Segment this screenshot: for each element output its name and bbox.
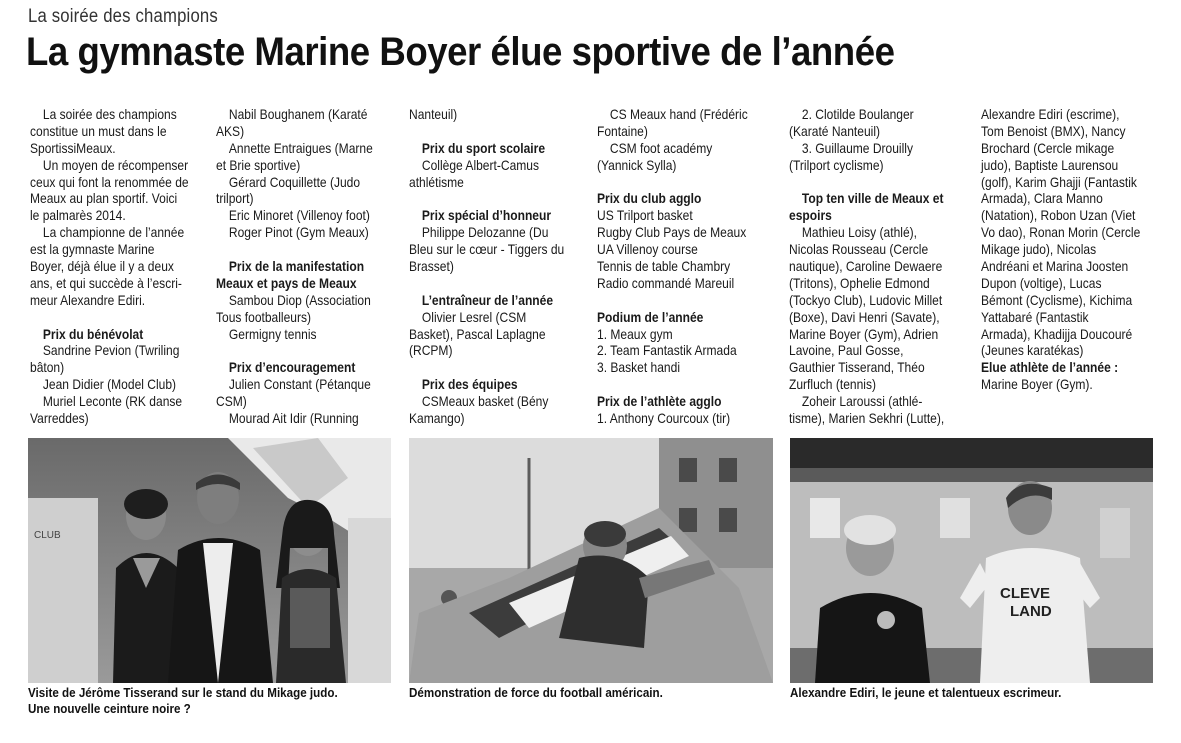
caption-photo-2 [409, 686, 663, 702]
club-sign-text: CLUB [34, 530, 61, 541]
text-column-2 [216, 106, 436, 427]
article-text-line: Olivier Lesrel (CSM [421, 308, 527, 325]
article-text-line: Gauthier Tisserand, Théo [789, 359, 925, 376]
article-text-line: Mikage judo), Nicolas [981, 241, 1097, 258]
caption-line: Visite de Jérôme Tisserand sur le stand du Mikage judo. [28, 686, 338, 700]
article-text-line: Prix de la manifestation [228, 258, 365, 275]
article-text-line: trilport) [216, 190, 254, 207]
article-text-line: Sambou Diop (Association [228, 291, 371, 308]
article-text-line: Prix du bénévolat [42, 325, 144, 342]
article-text-line: est la gymnaste Marine [30, 241, 155, 258]
article-text-line: Top ten ville de Meaux et [801, 190, 944, 207]
article-text-line: Julien Constant (Pétanque [228, 376, 371, 393]
article-text-line: Tennis de table Chambry [597, 258, 731, 275]
article-text-line: Annette Entraigues (Marne [228, 139, 373, 156]
article-text-line: Germigny tennis [228, 325, 317, 342]
article-text-line: UA Villenoy course [597, 241, 698, 258]
article-text-line: Collège Albert-Camus [421, 156, 540, 173]
article-text-line: 3. Guillaume Drouilly [801, 139, 913, 156]
article-text-line: (Tritons), Ophelie Edmond [789, 274, 930, 291]
caption-line: Démonstration de force du football américain. [409, 686, 663, 700]
article-text-line: nautique), Caroline Dewaere [789, 258, 943, 275]
article-text-line: Vo dao), Ronan Morin (Cercle [981, 224, 1141, 241]
caption-photo-1 [28, 686, 338, 717]
article-text-line: Meaux et pays de Meaux [216, 274, 357, 291]
article-text-line: Eric Minoret (Villenoy foot) [228, 207, 370, 224]
article-text-line: Philippe Delozanne (Du [421, 224, 549, 241]
article-text-line: Prix du sport scolaire [421, 139, 546, 156]
text-column-6 [981, 106, 1181, 393]
article-text-line: Prix de l’athlète agglo [597, 393, 722, 410]
article-text-line: Nicolas Rousseau (Cercle [789, 241, 929, 258]
photo-american-football [409, 438, 773, 683]
paragraph-gap [30, 309, 219, 326]
article-text-line: Brasset) [409, 258, 454, 275]
article-text-line: Marine Boyer (Gym), Adrien [789, 325, 939, 342]
caption-line: Alexandre Ediri, le jeune et talentueux escrimeur. [790, 686, 1062, 700]
article-text-line: CSMeaux basket (Bény [421, 393, 549, 410]
article-text-line: Prix du club agglo [597, 190, 702, 207]
article-text-line: L’entraîneur de l’année [421, 291, 554, 308]
article-text-line: Brochard (Cercle mikage [981, 139, 1115, 156]
paragraph-gap [216, 241, 405, 258]
article-text-line: Varreddes) [30, 410, 89, 427]
photo-american-football-image [409, 438, 773, 683]
article-text-line: judo), Baptiste Laurensou [981, 156, 1119, 173]
text-column-4 [597, 106, 817, 427]
photo-fencer-image [790, 438, 1153, 683]
article-text-line: Yattabaré (Fantastik [981, 308, 1089, 325]
article-text-line: Prix spécial d’honneur [421, 207, 552, 224]
article-text-line: La soirée des champions [42, 106, 177, 122]
article-text-line: ceux qui font la renommée de [30, 173, 189, 190]
article-text-line: Basket), Pascal Laplagne [409, 325, 546, 342]
article-text-line: Tom Benoist (BMX), Nancy [981, 122, 1126, 139]
article-text-line: (Yannick Sylla) [597, 156, 677, 173]
article-text-line: CSM foot académy [609, 139, 713, 156]
paragraph-gap [409, 123, 598, 140]
article-text-line: Mathieu Loisy (athlé), [801, 224, 918, 241]
article-text-line: Rugby Club Pays de Meaux [597, 224, 747, 241]
article-text-line: Alexandre Ediri (escrime), [981, 106, 1120, 122]
article-text-line: 1. Anthony Courcoux (tir) [597, 410, 731, 427]
article-text-line: Prix d’encouragement [228, 359, 356, 376]
article-text-line: Meaux au plan sportif. Voici [30, 190, 178, 207]
article-text-line: Andréani et Marina Joosten [981, 258, 1129, 275]
paragraph-gap [409, 190, 598, 207]
article-text-line: (Tockyo Club), Ludovic Millet [789, 291, 943, 308]
article-text-line: AKS) [216, 122, 245, 139]
article-text-line: (Karaté Nanteuil) [789, 122, 881, 139]
article-text-line: US Trilport basket [597, 207, 693, 224]
paragraph-gap [409, 275, 598, 292]
paragraph-gap [216, 342, 405, 359]
article-text-line: Bleu sur le cœur - Tiggers du [409, 241, 565, 258]
article-text-line: 2. Team Fantastik Armada [597, 342, 737, 359]
article-text-line: Zoheir Laroussi (athlé- [801, 393, 923, 410]
article-text-line: Elue athlète de l’année : [981, 359, 1119, 376]
text-column-5 [789, 106, 1009, 427]
article-text-line: 3. Basket handi [597, 359, 681, 376]
article-text-line: 2. Clotilde Boulanger [801, 106, 914, 122]
article-text-line: Radio commandé Mareuil [597, 274, 735, 291]
article-text-line: (Boxe), Davi Henri (Savate), [789, 308, 940, 325]
article-text-line: Muriel Leconte (RK danse [42, 393, 183, 410]
article-text-line: bâton) [30, 359, 65, 376]
article-text-line: meur Alexandre Ediri. [30, 291, 146, 308]
article-text-line: Nanteuil) [409, 106, 458, 122]
article-text-line: La championne de l’année [42, 224, 185, 241]
paragraph-gap [597, 174, 786, 191]
paragraph-gap [597, 292, 786, 309]
article-text-line: Dupon (voltige), Lucas [981, 274, 1102, 291]
article-text-line: 1. Meaux gym [597, 325, 673, 342]
photo-fencer [790, 438, 1153, 683]
article-text-line: CS Meaux hand (Frédéric [609, 106, 748, 122]
article-text-line: Fontaine) [597, 122, 648, 139]
article-headline: La gymnaste Marine Boyer élue sportive de l’année [26, 30, 895, 74]
paragraph-gap [789, 174, 978, 191]
article-text-line: (Trilport cyclisme) [789, 156, 884, 173]
shirt-text-line-1: CLEVE [1000, 585, 1051, 602]
article-text-line: et Brie sportive) [216, 156, 301, 173]
photo-judo-stand [28, 438, 391, 683]
article-text-line: SportissiMeaux. [30, 139, 116, 156]
article-text-line: Kamango) [409, 410, 465, 427]
article-text-line: CSM) [216, 393, 247, 410]
article-text-line: Mourad Ait Idir (Running [228, 410, 359, 427]
article-text-line: le palmarès 2014. [30, 207, 126, 224]
article-text-line: Sandrine Pevion (Twriling [42, 342, 180, 359]
text-column-3 [409, 106, 629, 427]
article-text-line: ans, et qui succède à l’escri- [30, 274, 182, 291]
article-text-line: Bémont (Cyclisme), Kichima [981, 291, 1133, 308]
article-text-line: (Jeunes karatékas) [981, 342, 1084, 359]
paragraph-gap [597, 376, 786, 393]
shirt-text-line-2: LAND [1010, 603, 1052, 620]
article-text-line: Armada), Khadijja Doucouré [981, 325, 1133, 342]
article-text-line: Roger Pinot (Gym Meaux) [228, 224, 369, 241]
paragraph-gap [409, 359, 598, 376]
article-text-line: Un moyen de récompenser [42, 156, 189, 173]
article-text-line: Armada), Clara Manno [981, 190, 1103, 207]
article-text-line: Jean Didier (Model Club) [42, 376, 177, 393]
article-text-line: Zurfluch (tennis) [789, 376, 876, 393]
article-text-line: Lavoine, Paul Gosse, [789, 342, 904, 359]
article-text-line: constitue un must dans le [30, 122, 167, 139]
article-text-line: Nabil Boughanem (Karaté [228, 106, 368, 122]
article-text-line: (golf), Karim Ghajji (Fantastik [981, 173, 1137, 190]
article-text-line: Podium de l’année [597, 308, 704, 325]
photo-judo-stand-image [28, 438, 391, 683]
article-text-line: (Natation), Robon Uzan (Viet [981, 207, 1136, 224]
caption-photo-3 [790, 686, 1061, 702]
article-text-line: espoirs [789, 207, 832, 224]
article-text-line: Prix des équipes [421, 376, 518, 393]
article-text-line: tisme), Marien Sekhri (Lutte), [789, 410, 945, 427]
article-kicker: La soirée des champions [28, 6, 218, 27]
article-text-line: Boyer, déjà élue il y a deux [30, 258, 174, 275]
article-text-line: Marine Boyer (Gym). [981, 376, 1093, 393]
article-text-line: Tous footballeurs) [216, 308, 312, 325]
caption-line: Une nouvelle ceinture noire ? [28, 701, 191, 716]
article-text-line: athlétisme [409, 173, 464, 190]
article-text-line: (RCPM) [409, 342, 453, 359]
article-text-line: Gérard Coquillette (Judo [228, 173, 361, 190]
